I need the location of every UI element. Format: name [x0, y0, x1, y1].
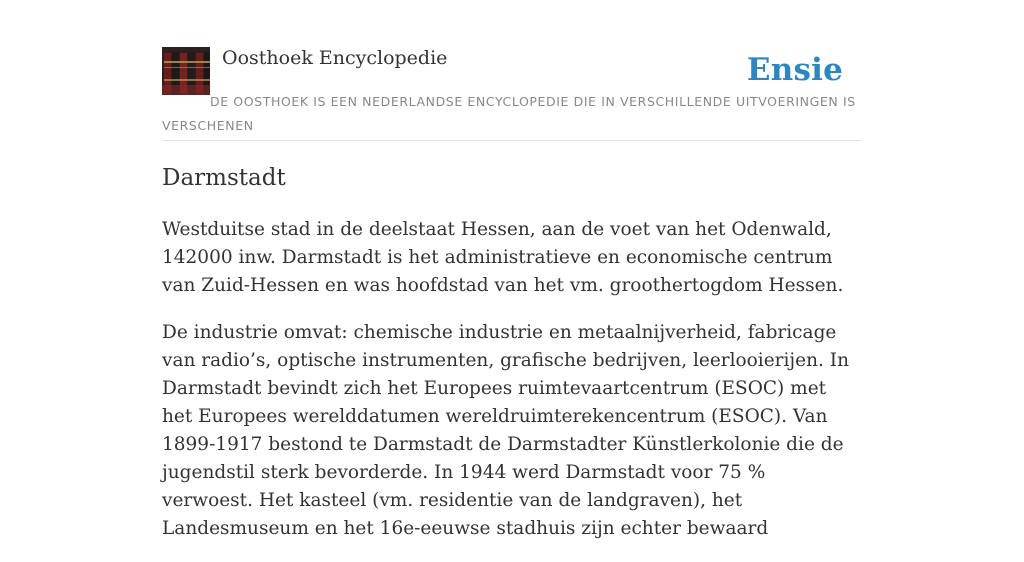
site-title[interactable]: Oosthoek Encyclopedie — [222, 47, 448, 69]
article-title: Darmstadt — [162, 165, 286, 191]
site-header — [162, 46, 862, 141]
encyclopedia-books-icon[interactable] — [162, 47, 210, 95]
site-tagline: DE OOSTHOEK IS EEN NEDERLANDSE ENCYCLOPEDIE DIE IN VERSCHILLENDE UITVOERINGEN IS VERSCHENEN — [162, 94, 856, 133]
article-paragraph: Westduitse stad in de deelstaat Hessen, aan de voet van het Odenwald, 142000 inw. Darmstadt is het administratieve en economische centrum van Zuid-Hessen en was hoofdstad van het vm. groothertogdom Hessen. — [162, 219, 844, 296]
article-paragraph: De industrie omvat: chemische industrie en metaalnijverheid, fabricage van radio’s, optische instrumenten, grafische bedrijven, leerlooierijen. In Darmstadt bevindt zich het Europees ruimtevaartcentrum (ESOC) met het Europees werelddatumen wereldruimterekencentrum (ESOC). Van 1899-1917 bestond te Darmstadt de Darmstadter Künstlerkolonie die de jugendstil sterk bevorderde. In 1944 werd Darmstadt voor 75 % verwoest. Het kasteel (vm. residentie van de landgraven), het Landesmuseum en het 16e-eeuwse stadhuis zijn echter bewaard — [162, 322, 850, 539]
encyclopedia-books-image — [162, 47, 210, 95]
article-body — [162, 216, 862, 562]
brand-logo[interactable]: Ensie — [746, 52, 843, 88]
